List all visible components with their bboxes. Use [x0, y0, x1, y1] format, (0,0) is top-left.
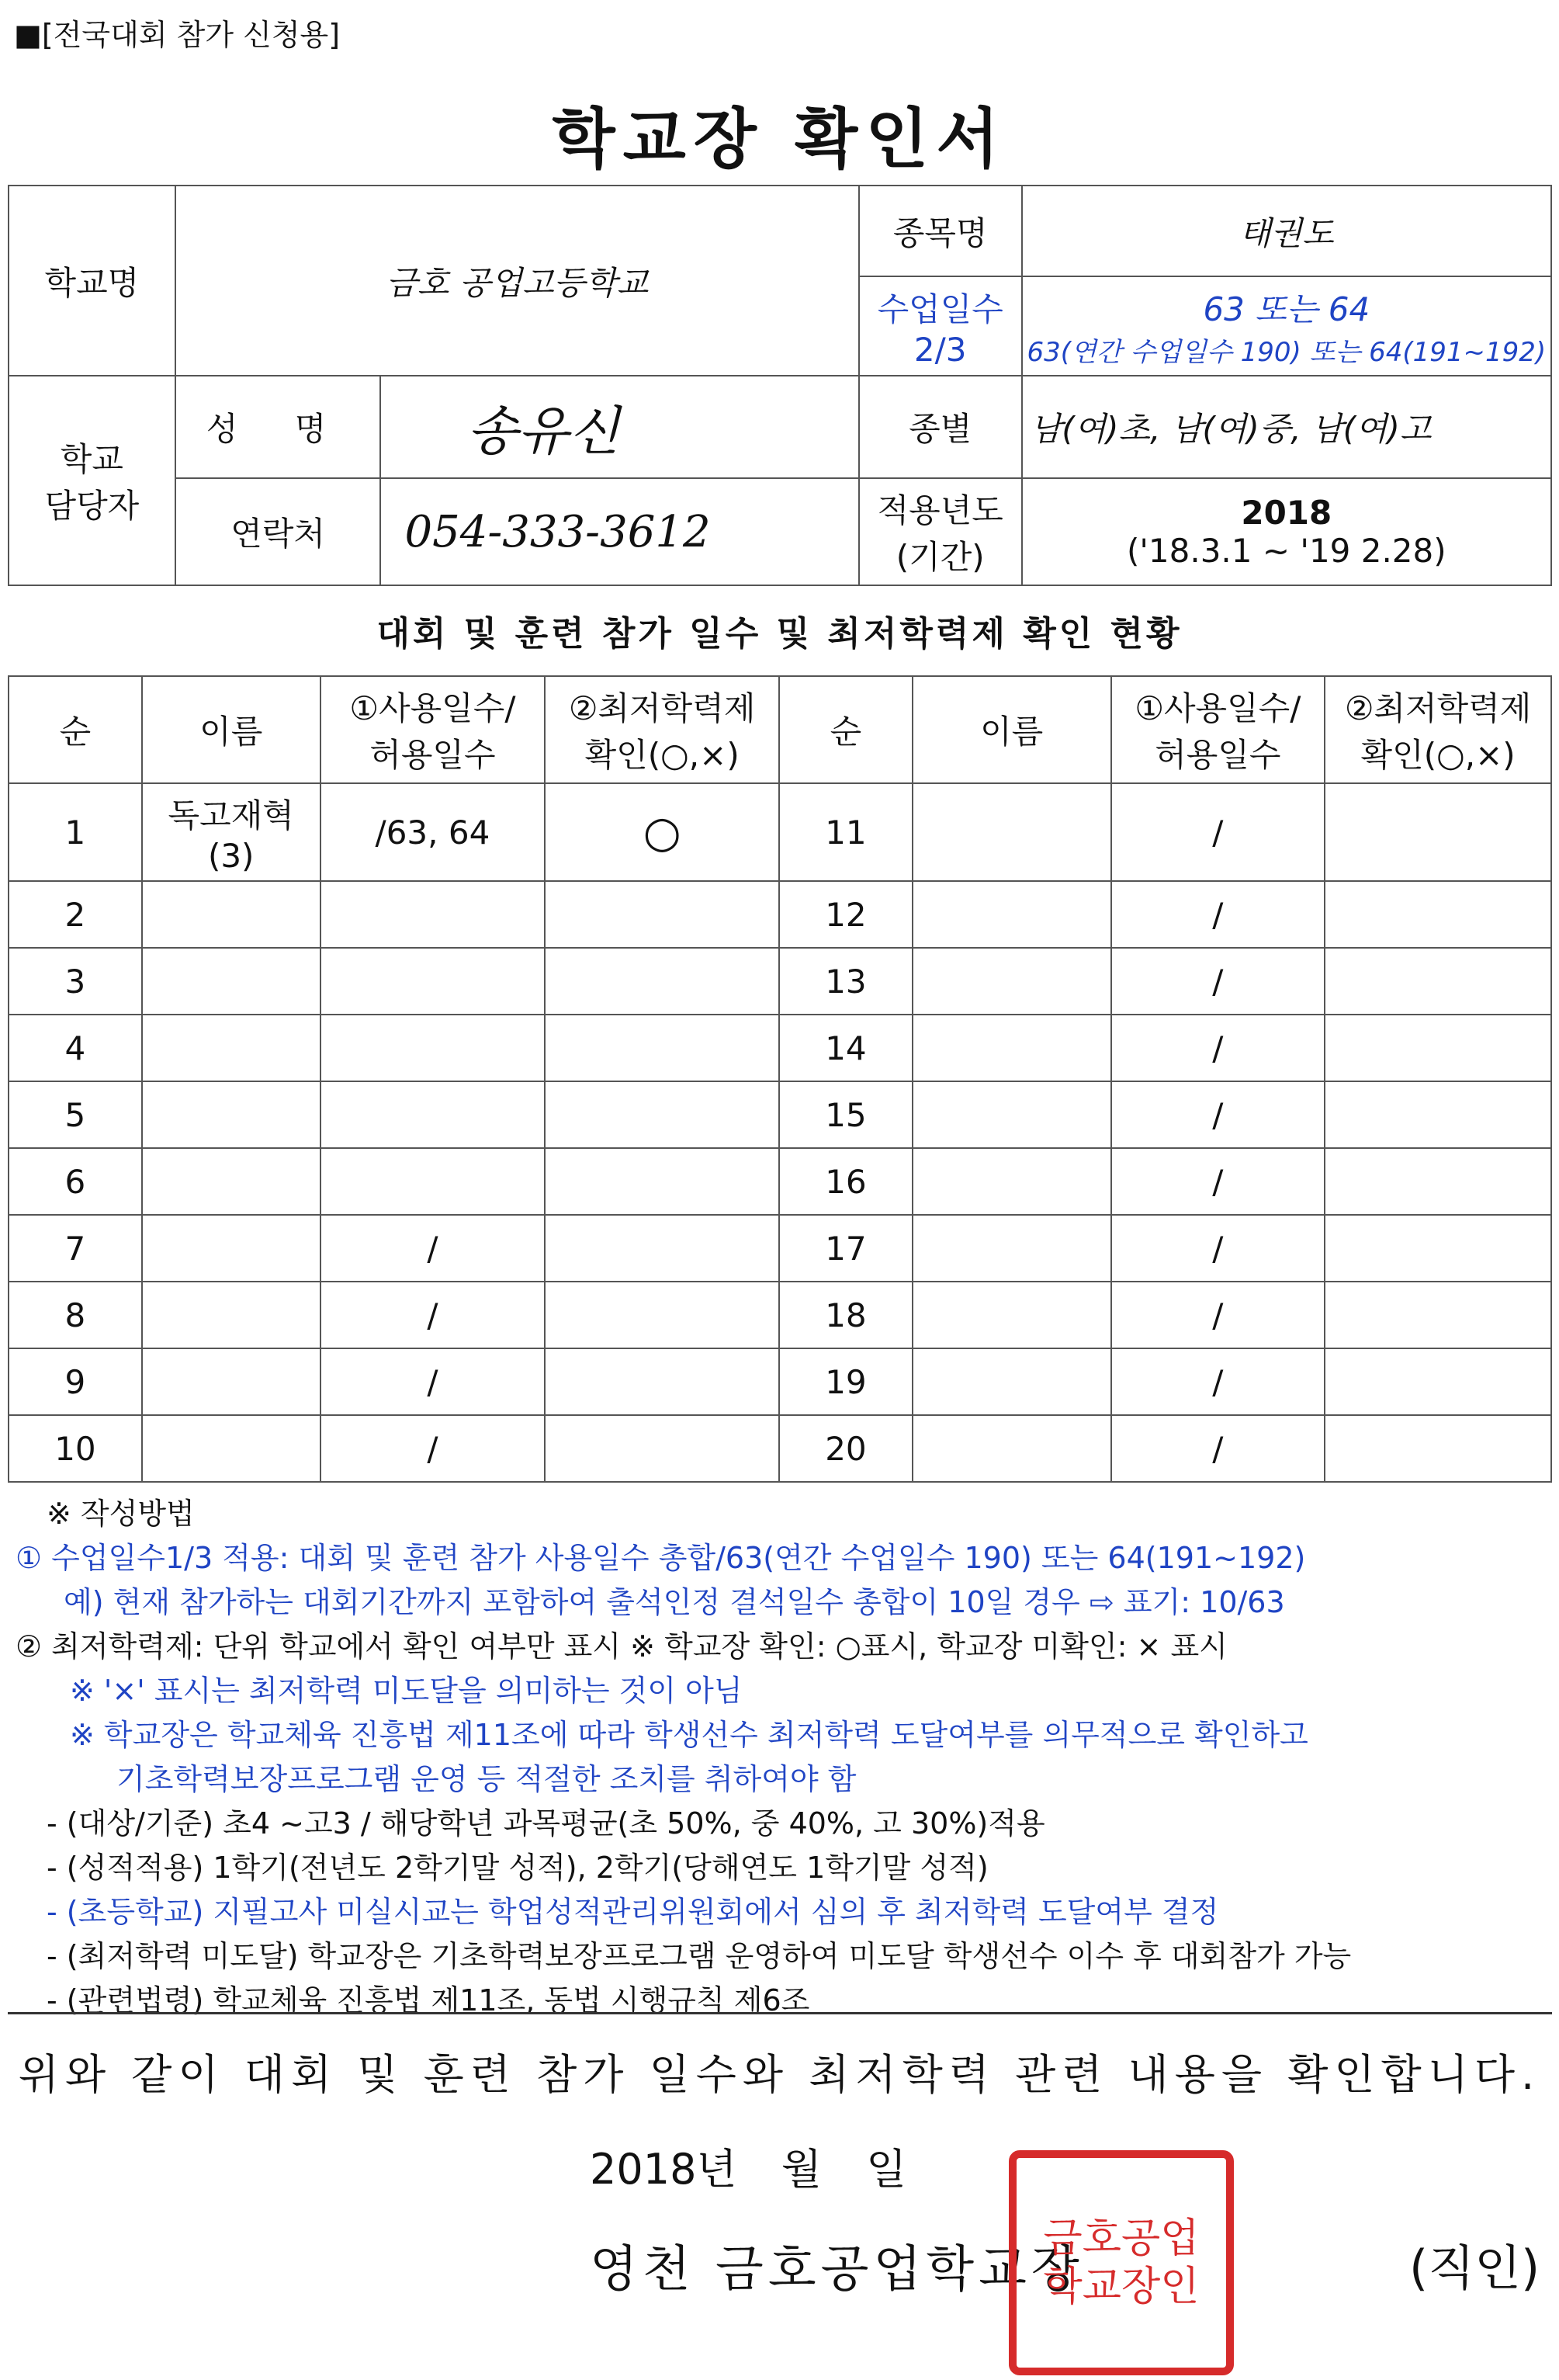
instruction-line: ① 수업일수1/3 적용: 대회 및 훈련 참가 사용일수 총합/63(연간 수업일수 190) 또는 64(191~192): [16, 1541, 1306, 1575]
instruction-line: 예) 현재 참가하는 대회기간까지 포함하여 출석인정 결석일수 총합이 10일 경우 ⇨ 표기: 10/63: [64, 1585, 1285, 1619]
row-days: [320, 948, 546, 1015]
header-no-left: 순: [9, 676, 142, 783]
row-name: [913, 1215, 1111, 1282]
row-check: [1325, 1015, 1551, 1081]
instruction-line: - (성적적용) 1학기(전년도 2학기말 성적), 2학기(당해연도 1학기말 성적): [47, 1851, 989, 1885]
row-days: /: [1111, 1081, 1325, 1148]
seal-label: (직인): [1409, 2239, 1540, 2296]
contact-label-line2: 담당자: [44, 487, 140, 525]
table-row: [9, 1081, 1551, 1148]
row-days: /: [1111, 783, 1325, 881]
row-name: [913, 1415, 1111, 1482]
writing-instructions: [16, 1492, 1552, 2023]
row-check: [545, 1282, 779, 1348]
table-row: [9, 1148, 1551, 1215]
row-no: 12: [779, 881, 913, 948]
instruction-line: - (대상/기준) 초4 ~고3 / 해당학년 과목평균(초 50%, 중 40%, 고 30%)적용: [47, 1806, 1045, 1841]
header-check-right: [1325, 676, 1551, 783]
row-check: [1325, 1282, 1551, 1348]
info-table: [8, 185, 1552, 586]
row-name: [142, 948, 320, 1015]
year-label: [859, 478, 1022, 585]
row-name: [142, 1282, 320, 1348]
year-value-line2: ('18.3.1 ~ '19 2.28): [1126, 532, 1446, 570]
row-days: /: [320, 1415, 546, 1482]
row-name: [913, 1015, 1111, 1081]
document-title: 학교장 확인서: [552, 101, 1007, 177]
table-row: [9, 1215, 1551, 1282]
year-value: [1022, 478, 1551, 585]
official-seal: [1009, 2150, 1234, 2375]
row-days: /: [320, 1348, 546, 1415]
row-name: [142, 1148, 320, 1215]
header-check-line2: 확인(○,×): [1360, 736, 1516, 774]
row-check: [545, 1348, 779, 1415]
category-label: 종별: [859, 376, 1022, 478]
header-check-line1: ②최저학력제: [1344, 689, 1532, 727]
row-no: 11: [779, 783, 913, 881]
class-days-value-line2: 63(연간 수업일수 190) 또는 64(191~192): [1027, 336, 1547, 368]
row-check: [1325, 881, 1551, 948]
row-no: 15: [779, 1081, 913, 1148]
name-label: 성 명: [175, 376, 381, 478]
row-name: [142, 1015, 320, 1081]
class-days-label: [859, 276, 1022, 376]
principal-signature-line: 영천 금호공업학교장: [590, 2241, 1084, 2298]
class-days-label-line2: 2/3: [913, 330, 967, 369]
row-days: /: [320, 1215, 546, 1282]
row-days: [320, 881, 546, 948]
row-days: /: [1111, 1282, 1325, 1348]
row-no: 20: [779, 1415, 913, 1482]
year-label-line2: (기간): [896, 538, 985, 576]
row-name: [142, 1081, 320, 1148]
row-name-line2: (3): [207, 836, 255, 875]
row-no: 18: [779, 1282, 913, 1348]
header-days-line1: ①사용일수/: [1135, 689, 1301, 727]
contact-label-line1: 학교: [60, 440, 123, 478]
row-days: /: [1111, 1148, 1325, 1215]
header-name-left: 이름: [142, 676, 320, 783]
row-name: [142, 881, 320, 948]
row-check: [1325, 1348, 1551, 1415]
header-days-line2: 허용일수: [1155, 736, 1281, 774]
row-no: 10: [9, 1415, 142, 1482]
table-row: [9, 1282, 1551, 1348]
row-check: [545, 881, 779, 948]
category-value: 남(여)초, 남(여)중, 남(여)고: [1022, 376, 1551, 478]
row-days: /: [1111, 1215, 1325, 1282]
table-row: [9, 783, 1551, 881]
header-no-right: 순: [779, 676, 913, 783]
row-check: ○: [545, 783, 779, 881]
row-name: [142, 783, 320, 881]
row-days: /: [1111, 881, 1325, 948]
table-row: [9, 1015, 1551, 1081]
instruction-line: ※ '×' 표시는 최저학력 미도달을 의미하는 것이 아님: [70, 1674, 743, 1708]
row-check: [545, 948, 779, 1015]
row-name: [142, 1415, 320, 1482]
instruction-line: ※ 학교장은 학교체육 진흥법 제11조에 따라 학생선수 최저학력 도달여부를 의무적으로 확인하고: [70, 1718, 1308, 1752]
row-no: 9: [9, 1348, 142, 1415]
header-days-right: [1111, 676, 1325, 783]
row-no: 5: [9, 1081, 142, 1148]
table-row: [9, 1348, 1551, 1415]
instruction-line: - (관련법령) 학교체육 진흥법 제11조, 동법 시행규칙 제6조: [47, 1983, 810, 2017]
row-check: [545, 1015, 779, 1081]
row-no: 16: [779, 1148, 913, 1215]
row-name: [142, 1215, 320, 1282]
row-check: [1325, 1148, 1551, 1215]
row-name: [913, 881, 1111, 948]
row-no: 1: [9, 783, 142, 881]
status-section-title: 대회 및 훈련 참가 일수 및 최저학력제 확인 현황: [376, 614, 1183, 654]
header-days-left: [320, 676, 546, 783]
instruction-line: ※ 작성방법: [47, 1497, 195, 1531]
row-days: [320, 1081, 546, 1148]
row-no: 17: [779, 1215, 913, 1282]
class-days-label-line1: 수업일수: [877, 290, 1003, 328]
row-check: [1325, 1415, 1551, 1482]
participation-table: [8, 675, 1552, 1483]
header-check-line2: 확인(○,×): [584, 736, 740, 774]
event-label: 종목명: [859, 186, 1022, 276]
year-label-line1: 적용년도: [877, 491, 1003, 529]
row-days: /: [1111, 1415, 1325, 1482]
instruction-line: 기초학력보장프로그램 운영 등 적절한 조치를 취하여야 함: [116, 1762, 857, 1796]
row-name: [142, 1348, 320, 1415]
row-name: [913, 1282, 1111, 1348]
row-days: /63, 64: [320, 783, 546, 881]
row-check: [545, 1215, 779, 1282]
form-type-tag: ■[전국대회 참가 신청용]: [14, 18, 341, 52]
row-name: [913, 1148, 1111, 1215]
row-days: /: [1111, 1015, 1325, 1081]
phone-handwritten-value: 054-333-3612: [380, 478, 858, 585]
event-value: 태권도: [1022, 186, 1551, 276]
row-name: [913, 948, 1111, 1015]
row-no: 6: [9, 1148, 142, 1215]
row-name: [913, 1081, 1111, 1148]
header-check-line1: ②최저학력제: [568, 689, 756, 727]
row-no: 2: [9, 881, 142, 948]
row-no: 7: [9, 1215, 142, 1282]
row-check: [1325, 1081, 1551, 1148]
year-value-line1: 2018: [1241, 494, 1332, 532]
date-line: 2018년 월 일: [590, 2145, 907, 2194]
instruction-line: - (최저학력 미도달) 학교장은 기초학력보장프로그램 운영하여 미도달 학생선수 이수 후 대회참가 가능: [47, 1939, 1352, 1973]
seal-text: 금호공업 학교장인: [1043, 2215, 1200, 2310]
header-name-right: 이름: [913, 676, 1111, 783]
confirmation-statement: 위와 같이 대회 및 훈련 참가 일수와 최저학력 관련 내용을 확인합니다.: [18, 2050, 1541, 2099]
row-name: [913, 783, 1111, 881]
class-days-value-line1: 63 또는 64: [1203, 290, 1370, 328]
row-no: 13: [779, 948, 913, 1015]
row-no: 8: [9, 1282, 142, 1348]
school-name-value: 금호 공업고등학교: [175, 186, 859, 376]
row-days: [320, 1015, 546, 1081]
name-handwritten-value: 송유신: [380, 376, 858, 478]
table-row: [9, 948, 1551, 1015]
row-name: [913, 1348, 1111, 1415]
row-no: 19: [779, 1348, 913, 1415]
header-check-left: [545, 676, 779, 783]
table-row: [9, 1415, 1551, 1482]
header-days-line2: 허용일수: [369, 736, 496, 774]
row-name-line1: 독고재혁: [168, 796, 294, 834]
contact-person-label: [9, 376, 175, 585]
row-check: [545, 1081, 779, 1148]
instruction-line: - (초등학교) 지필고사 미실시교는 학업성적관리위원회에서 심의 후 최저학력 도달여부 결정: [47, 1895, 1219, 1929]
row-check: [545, 1148, 779, 1215]
row-no: 4: [9, 1015, 142, 1081]
class-days-value: [1022, 276, 1551, 376]
row-days: [320, 1148, 546, 1215]
row-days: /: [1111, 948, 1325, 1015]
row-check: [1325, 1215, 1551, 1282]
row-check: [545, 1415, 779, 1482]
row-no: 14: [779, 1015, 913, 1081]
header-days-line1: ①사용일수/: [349, 689, 516, 727]
instruction-line: ② 최저학력제: 단위 학교에서 확인 여부만 표시 ※ 학교장 확인: ○표시, 학교장 미확인: × 표시: [16, 1629, 1228, 1664]
row-check: [1325, 948, 1551, 1015]
row-days: /: [320, 1282, 546, 1348]
row-days: /: [1111, 1348, 1325, 1415]
row-check: [1325, 783, 1551, 881]
divider: [8, 2012, 1552, 2014]
phone-label: 연락처: [175, 478, 381, 585]
table-row: [9, 881, 1551, 948]
school-name-label: 학교명: [9, 186, 175, 376]
row-no: 3: [9, 948, 142, 1015]
